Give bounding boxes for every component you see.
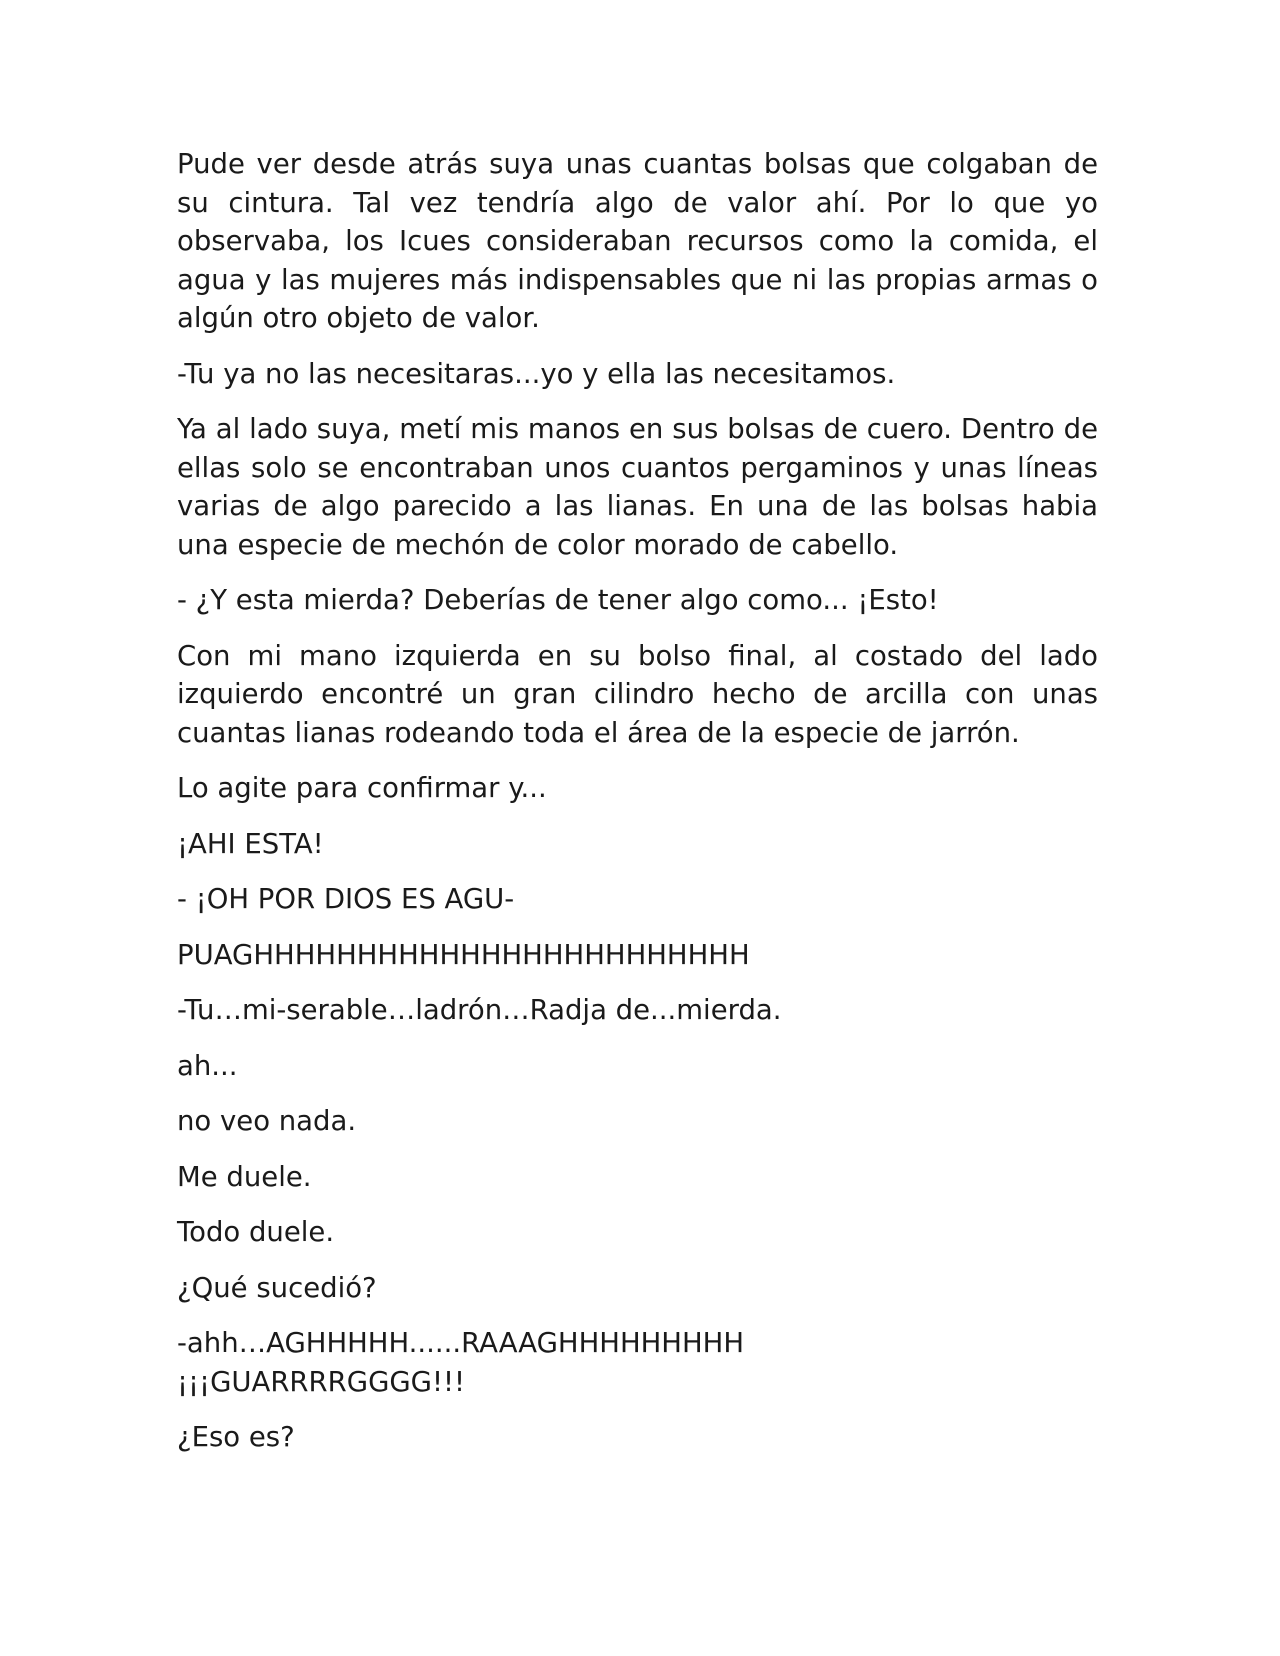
paragraph-bolsas: Pude ver desde atrás suya unas cuantas bolsas que colgaban de su cintura. Tal vez tendría algo de valor ahí. Por lo que yo observaba, los Icues consideraban recursos como la comida, el agua y las mujeres más indispensables que ni las propias armas o algún otro objeto de valor. (177, 148, 1098, 334)
dialogue-miserable: -Tu…mi-serable…ladrón…Radja de...mierda. (177, 994, 782, 1026)
line-que-sucedio: ¿Qué sucedió? (177, 1271, 377, 1304)
dialogue-aghhh: -ahh…AGHHHHH......RAAAGHHHHHHHHH ¡¡¡GUARRRRGGGG!!! (177, 1327, 745, 1398)
dialogue-oh-por-dios: - ¡OH POR DIOS ES AGU- (177, 883, 515, 915)
line-no-veo-nada: no veo nada. (177, 1105, 357, 1137)
line-ah: ah... (177, 1049, 238, 1082)
line-me-duele: Me duele. (177, 1160, 312, 1193)
dialogue-esta-mierda: - ¿Y esta mierda? Deberías de tener algo como... ¡Esto! (177, 584, 939, 616)
dialogue-necesitamos: -Tu ya no las necesitaras...yo y ella las necesitamos. (177, 357, 896, 390)
paragraph-cilindro: Con mi mano izquierda en su bolso final, al costado del lado izquierdo encontré un gran cilindro hecho de arcilla con unas cuantas lianas rodeando toda el área de la especie de jarrón. (177, 639, 1098, 749)
line-todo-duele: Todo duele. (177, 1216, 335, 1248)
paragraph-bolsas-cuero: Ya al lado suya, metí mis manos en sus bolsas de cuero. Dentro de ellas solo se encontraban unos cuantos pergaminos y unas líneas varias de algo parecido a las lianas. En una de las bolsas habia una especie de mechón de color morado de cabello. (177, 413, 1098, 561)
document-body (177, 145, 1098, 1474)
line-agite: Lo agite para confirmar y... (177, 772, 547, 804)
line-puagh: PUAGHHHHHHHHHHHHHHHHHHHHHHHH (177, 938, 750, 971)
line-ahi-esta: ¡AHI ESTA! (177, 827, 324, 860)
line-eso-es: ¿Eso es? (177, 1421, 295, 1453)
